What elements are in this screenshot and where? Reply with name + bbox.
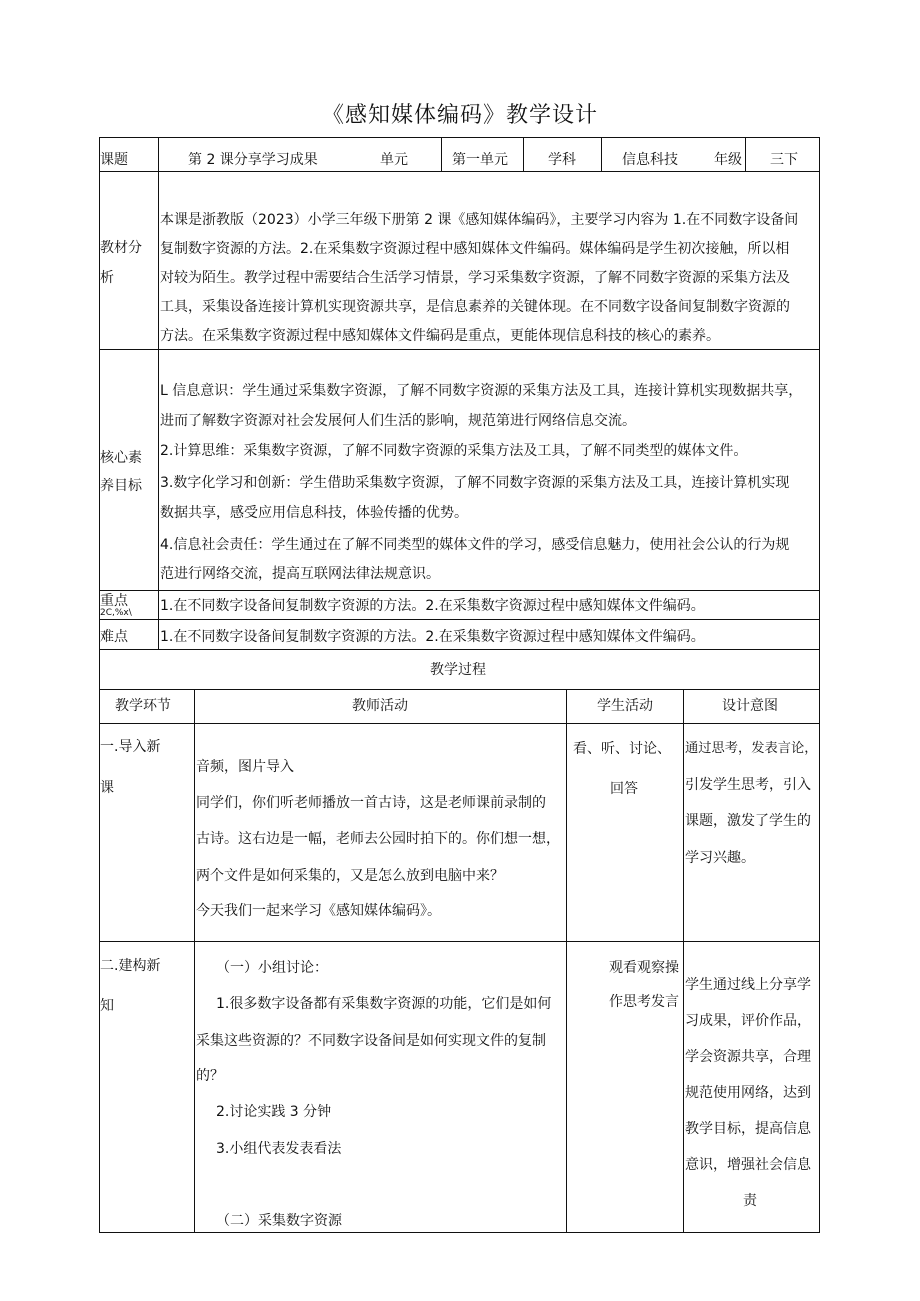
document-title: 《感知媒体编码》教学设计 bbox=[321, 103, 598, 128]
col-divider bbox=[441, 137, 442, 171]
grade-label: 年级 bbox=[714, 152, 742, 168]
key-point-value: 1.在不同数字设备间复制数字资源的方法。2.在采集数字资源过程中感知媒体文件编码。 bbox=[160, 598, 705, 614]
student-activity-line: 作思考发言 bbox=[609, 994, 679, 1010]
goals-text-line: 3.数字化学习和创新：学生借助采集数字资源，了解不同数字资源的采集方法及工具，连接计算机实现 bbox=[160, 475, 790, 491]
analysis-label: 析 bbox=[100, 270, 114, 286]
table-border-bottom bbox=[99, 1232, 820, 1233]
column-header: 教师活动 bbox=[352, 698, 408, 714]
goals-label: 养目标 bbox=[100, 478, 142, 494]
teacher-activity-line: 2.讨论实践 3 分钟 bbox=[216, 1104, 332, 1120]
lesson-label: 课题 bbox=[100, 152, 128, 168]
grade-value: 三下 bbox=[770, 152, 798, 168]
teacher-activity-line: 今天我们一起来学习《感知媒体编码》。 bbox=[196, 903, 441, 919]
design-intent-line: 责 bbox=[743, 1193, 757, 1209]
unit-label: 单元 bbox=[380, 152, 408, 168]
column-header: 教学环节 bbox=[115, 698, 171, 714]
goals-text-line: 范进行网络交流，提高互联网法律法规意识。 bbox=[160, 566, 440, 582]
stage-label: 知 bbox=[100, 998, 114, 1014]
col-divider bbox=[566, 689, 567, 1233]
stage-label: 课 bbox=[100, 780, 114, 796]
design-intent-line: 通过思考，发表言论， bbox=[685, 741, 818, 756]
analysis-label: 教材分 bbox=[100, 240, 142, 256]
col-divider bbox=[158, 171, 159, 649]
analysis-text-line: 工具，采集设备连接计算机实现资源共享，是信息素养的关键体现。在不同数字设备间复制数字资源的 bbox=[160, 299, 790, 315]
goals-text-line: 2.计算思维：采集数字资源，了解不同数字资源的采集方法及工具，了解不同类型的媒体文件。 bbox=[160, 443, 748, 459]
col-divider bbox=[745, 137, 746, 171]
stage-label: 一.导入新 bbox=[100, 739, 161, 755]
analysis-text-line: 复制数字资源的方法。2.在采集数字资源过程中感知媒体文件编码。媒体编码是学生初次接触，所以相 bbox=[160, 241, 790, 257]
row-divider bbox=[99, 171, 820, 172]
student-activity-line: 观看观察操 bbox=[609, 960, 679, 976]
analysis-text-line: 对较为陌生。教学过程中需要结合生活学习情景，学习采集数字资源，了解不同数字资源的采集方法及 bbox=[160, 270, 790, 286]
col-divider bbox=[523, 137, 524, 171]
row-divider bbox=[99, 349, 820, 350]
col-divider bbox=[601, 137, 602, 171]
column-header: 设计意图 bbox=[722, 698, 778, 714]
design-intent-line: 习成果，评价作品， bbox=[685, 1013, 811, 1029]
column-header: 学生活动 bbox=[597, 698, 653, 714]
teacher-activity-line: （二）采集数字资源 bbox=[216, 1213, 342, 1229]
row-divider bbox=[99, 590, 820, 591]
teacher-activity-line: 古诗。这右边是一幅，老师去公园时拍下的。你们想一想， bbox=[196, 831, 560, 847]
col-divider bbox=[194, 689, 195, 1233]
stage-label: 二.建构新 bbox=[100, 958, 161, 974]
analysis-text-line: 方法。在采集数字资源过程中感知媒体文件编码是重点，更能体现信息科技的核心的素养。 bbox=[160, 328, 720, 344]
teacher-activity-line: 的？ bbox=[196, 1068, 224, 1084]
col-divider bbox=[683, 689, 684, 1233]
design-intent-line: 教学目标，提高信息 bbox=[685, 1121, 811, 1137]
design-intent-line: 规范使用网络，达到 bbox=[685, 1085, 811, 1101]
key-point-label: 重点 bbox=[100, 593, 128, 609]
analysis-text-line: 本课是浙教版（2023）小学三年级下册第 2 课《感知媒体编码》，主要学习内容为 1.在不同数字设备间 bbox=[160, 212, 799, 228]
subject-value: 信息科技 bbox=[622, 152, 678, 168]
col-divider bbox=[158, 137, 159, 171]
teacher-activity-line: 3.小组代表发表看法 bbox=[216, 1141, 342, 1157]
lesson-value: 第 2 课分享学习成果 bbox=[188, 152, 318, 168]
design-intent-line: 学习兴趣。 bbox=[685, 850, 755, 866]
difficulty-label: 难点 bbox=[100, 629, 128, 645]
row-divider bbox=[99, 619, 820, 620]
process-heading: 教学过程 bbox=[430, 662, 486, 678]
student-activity-line: 回答 bbox=[610, 781, 638, 797]
difficulty-value: 1.在不同数字设备间复制数字资源的方法。2.在采集数字资源过程中感知媒体文件编码。 bbox=[160, 629, 705, 645]
design-intent-line: 意识，增强社会信息 bbox=[685, 1157, 811, 1173]
teacher-activity-line: （一）小组讨论： bbox=[216, 960, 328, 976]
teacher-activity-line: 音频，图片导入 bbox=[196, 759, 294, 775]
goals-text-line: 数据共享，感受应用信息科技，体验传播的优势。 bbox=[160, 505, 468, 521]
row-divider bbox=[99, 689, 820, 690]
design-intent-line: 课题，激发了学生的 bbox=[685, 813, 811, 829]
design-intent-line: 引发学生思考，引入 bbox=[685, 777, 811, 793]
table-border-left bbox=[99, 137, 100, 1233]
table-border-right bbox=[819, 137, 820, 1233]
row-divider bbox=[99, 649, 820, 650]
teacher-activity-line: 同学们，你们听老师播放一首古诗，这是老师课前录制的 bbox=[196, 795, 546, 811]
unit-value: 第一单元 bbox=[452, 152, 508, 168]
key-point-label-note: 2C,%x\ bbox=[100, 608, 132, 618]
goals-text-line: L 信息意识：学生通过采集数字资源，了解不同数字资源的采集方法及工具，连接计算机实现数据共享， bbox=[160, 383, 803, 399]
goals-text-line: 进而了解数字资源对社会发展何人们生活的影响，规范第进行网络信息交流。 bbox=[160, 413, 636, 429]
student-activity-line: 看、听、讨论、 bbox=[573, 741, 671, 757]
design-intent-line: 学生通过线上分享学 bbox=[685, 977, 811, 993]
subject-label: 学科 bbox=[548, 152, 576, 168]
goals-text-line: 4.信息社会责任：学生通过在了解不同类型的媒体文件的学习，感受信息魅力，使用社会公认的行为规 bbox=[160, 537, 790, 553]
row-divider bbox=[99, 941, 820, 942]
teacher-activity-line: 两个文件是如何采集的，又是怎么放到电脑中来？ bbox=[196, 868, 504, 884]
row-divider bbox=[99, 723, 820, 724]
teacher-activity-line: 1.很多数字设备都有采集数字资源的功能，它们是如何 bbox=[216, 996, 552, 1012]
teacher-activity-line: 采集这些资源的？不同数字设备间是如何实现文件的复制 bbox=[196, 1033, 546, 1049]
goals-label: 核心素 bbox=[100, 450, 142, 466]
design-intent-line: 学会资源共享，合理 bbox=[685, 1049, 811, 1065]
table-border-top bbox=[99, 137, 820, 138]
